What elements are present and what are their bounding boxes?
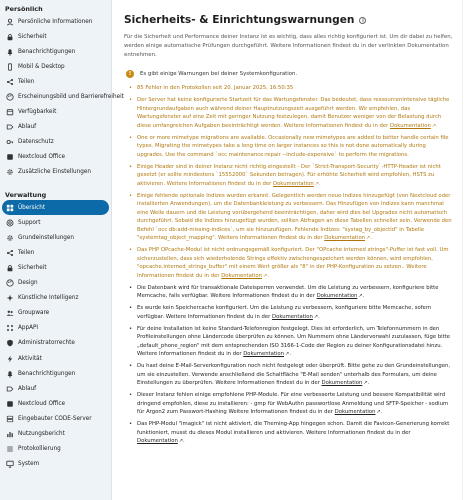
documentation-link[interactable]: Dokumentation xyxy=(272,313,313,320)
sidebar-item-system[interactable] xyxy=(2,457,109,472)
sidebar-section-personal-title: Persönlich xyxy=(5,5,43,13)
warning-item: • Einige fehlende optionale Indizes wurden erkannt. Gelegentlich werden neue Indizes hinzugefügt (von Nextcloud oder installierten Anwendungen), um die Datenbankleistung zu verbessern. Das Hinzufügen von Indizes kann manchmal eine Weile dauern und die Leistung vorübergehend beeinträchtigen, daher wird dies bei Upgrades nicht automatisch durchgeführt. Sobald die Indizes hinzugefügt wurden, sollten Abfragen an diese Tabellen schneller sein. Verwende den Befehl `occ db:add-missing-indices`, um sie hinzuzufügen. Fehlende Indizes: "systag_by_objectid" in Tabelle "systemtag_object_mapping". Weitere Informationen findest du in der Dokumentation↗. xyxy=(124,192,454,243)
office-icon xyxy=(6,400,14,408)
external-link-icon: ↗ xyxy=(431,122,437,129)
warning-icon: ! xyxy=(126,70,134,78)
sidebar-item-administratorrechte[interactable] xyxy=(2,336,109,351)
sidebar-item-aktivitaet[interactable] xyxy=(2,351,109,366)
sidebar-item-label: Mobil & Desktop xyxy=(18,63,65,70)
external-link-icon: ↗ xyxy=(376,409,381,415)
warning-item xyxy=(124,84,454,93)
share-icon xyxy=(6,78,14,86)
sidebar-item-label: Übersicht xyxy=(18,204,46,211)
page-title-text: Sicherheits- & Einrichtungswarnungen xyxy=(124,14,355,26)
sidebar-item-label: Teilen xyxy=(18,78,35,85)
users-icon xyxy=(6,309,14,317)
sidebar-item-nextcloud-office[interactable] xyxy=(2,396,109,411)
issue-text: Für deine Installation ist keine Standard-Telefonregion festgelegt. Dies ist erforderlich, um Telefonnummern in den Profileinstellungen ohne Ländercode überprüfen zu können. Um Nummern ohne Ländervorwahl zuzulassen, füge bitte „default_phone_region" mit dem entsprechenden ISO 3166-1-Code der Region zu deiner Konfigurationsdatei hinzu. Weitere Informationen findest du in der xyxy=(137,325,451,357)
external-link-icon: ↗ xyxy=(314,180,319,187)
sidebar-item-kuenstliche-intelligenz[interactable] xyxy=(2,291,109,306)
sidebar-item-datenschutz[interactable] xyxy=(2,135,109,150)
warning-item: • Das PHP OPcache-Modul ist nicht ordnungsgemäß konfiguriert. Der "OPcache interned strings"-Puffer ist fast voll. Um sicherzustellen, dass sich wiederholende Strings effektiv zwischengespeichert werden können, wird empfohlen, "opcache.interned_strings_buffer" mit einem Wert größer als "8" in der PHP-Konfiguration zu setzen.. Weitere Informationen findest du in der Dokumentation↗. xyxy=(124,246,454,280)
external-link-icon: ↗ xyxy=(313,313,319,320)
issue-text: 85 Fehler in den Protokollen seit 20. Januar 2025, 16:50:35 xyxy=(137,85,294,91)
info-item: • Das PHP-Modul "imagick" ist nicht aktiviert, die Theming-App hingegen schon. Damit die Favicon-Generierung korrekt funktioniert, musst du dieses Modul installieren und aktivieren. Weitere Informationen findest du in der Dokumentation↗. xyxy=(124,420,454,446)
info-item: • Die Datenbank wird für transaktionale Dateisperren verwendet. Um die Leistung zu verbessern, konfiguriere bitte Memcache, falls verfügbar. Weitere Informationen findest du in der Dokumentation↗. xyxy=(124,284,454,301)
external-link-icon: ↗ xyxy=(263,272,268,279)
server-icon xyxy=(6,415,14,423)
sidebar-item-label: Persönliche Informationen xyxy=(18,18,93,25)
sidebar-item-erscheinungsbild-und-barrierefreiheit[interactable] xyxy=(2,89,124,104)
documentation-link[interactable]: Dokumentation xyxy=(324,235,366,241)
main-content xyxy=(112,0,464,500)
warning-item: • Der Server hat keine konfigurierte Startzeit für das Wartungsfenster. Das bedeutet, dass ressourcenintensive tägliche Hintergrundaufgaben auch während deiner Hauptnutzungszeit ausgeführt werden. Wir empfehlen, das Wartungsfenster auf eine Zeit mit geringer Nutzung festzulegen, damit Benutzer weniger von der Belastung durch diese umfangreichen Aufgaben beeinträchtigt werden. Weitere Informationen findest du in der Dokumentation↗. xyxy=(124,96,454,130)
sidebar-item-label: Nutzungsbericht xyxy=(18,430,65,437)
sidebar-item-label: Ablauf xyxy=(18,385,37,392)
documentation-link[interactable]: Dokumentation xyxy=(321,380,363,386)
sidebar-item-label: Zusätzliche Einstellungen xyxy=(18,169,91,176)
issue-text: Dieser Instanz fehlen einige empfohlene PHP-Module. Für eine verbesserte Leistung und bessere Kompatibilität wird dringend empfohlen, diese zu installieren: - gmp für WebAuthn passwortlose Anmeldung und SFTP-Speicher - sodium für Argon2 zum Passwort-Hashing Weitere Informationen findest du in der xyxy=(137,392,449,415)
sidebar-item-zusaetzliche-einstellungen[interactable] xyxy=(2,165,109,180)
chart-icon xyxy=(6,430,14,438)
user-icon xyxy=(6,18,14,26)
sidebar-item-ablauf[interactable] xyxy=(2,120,109,135)
sidebar-item-label: System xyxy=(18,461,40,468)
sidebar-item-groupware[interactable] xyxy=(2,306,109,321)
sparkle-icon xyxy=(6,294,14,302)
sidebar-item-label: Grundeinstellungen xyxy=(18,234,75,241)
issue-text: One or more mimetype migrations are available. Occasionally new mimetypes are added to better handle certain file types. Migrating the mimetypes take a long time on larger instances so this is not done automatically during upgrades. Use the command `occ maintenance:repair --include-expensive` to perform the migrations. xyxy=(137,134,449,158)
issue-text: Das PHP OPcache-Modul ist nicht ordnungsgemäß konfiguriert. Der "OPcache interned strings"-Puffer ist fast voll. Um sicherzustellen, dass sich wiederholende Strings effektiv zwischengespeichert werden können, wird empfohlen, "opcache.interned_strings_buffer" mit einem Wert größer als "8" in der PHP-Konfiguration zu setzen.. Weitere Informationen findest du in der xyxy=(137,247,449,279)
sidebar-item-eingebauter-code-server[interactable] xyxy=(2,411,109,426)
info-item: • Dieser Instanz fehlen einige empfohlene PHP-Module. Für eine verbesserte Leistung und bessere Kompatibilität wird dringend empfohlen, diese zu installieren: - gmp für WebAuthn passwortlose Anmeldung und SFTP-Speicher - sodium für Argon2 zum Passwort-Hashing Weitere Informationen findest du in der Dokumentation↗. xyxy=(124,391,454,417)
sidebar-item-label: Protokollierung xyxy=(18,446,61,453)
documentation-link[interactable]: Dokumentation xyxy=(389,122,431,129)
documentation-link[interactable]: Dokumentation xyxy=(316,293,358,299)
shield-icon xyxy=(6,339,14,347)
warning-summary-text: Es gibt einige Warnungen bei deiner Systemkonfiguration. xyxy=(140,71,298,77)
sidebar-item-design[interactable] xyxy=(2,276,109,291)
issue-text: Es wurde kein Speichercache konfiguriert. Um die Leistung zu verbessern, konfiguriere bitte Memcache, sofern verfügbar. Weitere Informationen findest du in der xyxy=(137,305,432,320)
sidebar-item-sicherheit[interactable] xyxy=(2,29,109,44)
sidebar-item-label: Verfügbarkeit xyxy=(18,109,57,116)
office-icon xyxy=(6,153,14,161)
issue-text: Du hast deine E-Mail-Serverkonfiguration noch nicht festgelegt oder überprüft. Bitte gehe zu den Grundeinstellungen, um sie einzustellen. Verwende anschließend die Schaltfläche "E-Mail senden" unterhalb des Formulars, um deine Einstellungen zu überprüfen. Weitere Informationen findest du in der xyxy=(137,363,451,386)
sidebar-section-admin-title: Verwaltung xyxy=(5,191,47,200)
sidebar-item-label: Erscheinungsbild und Barrierefreiheit xyxy=(18,94,124,101)
gear-icon xyxy=(6,234,14,242)
sidebar-item-verfuegbarkeit[interactable] xyxy=(2,105,109,120)
phone-icon xyxy=(6,63,14,71)
documentation-link[interactable]: Dokumentation xyxy=(243,351,285,357)
page-title xyxy=(124,14,454,26)
sidebar-item-appapi[interactable] xyxy=(2,321,109,336)
intro-text: Für die Sicherheit und Performance deiner Instanz ist es wichtig, dass alles richtig konfiguriert ist. Um dir dabei zu helfen, werden einige automatische Prüfungen durchgeführt. Weitere Informationen findest du in der verlinkten Dokumentation entnehmen. xyxy=(124,34,453,58)
sidebar-item-nextcloud-office[interactable] xyxy=(2,150,109,165)
flow-icon xyxy=(6,385,14,393)
sidebar-item-label: Nextcloud Office xyxy=(18,400,66,407)
sidebar-item-label: Sicherheit xyxy=(18,264,47,271)
sidebar-item-sicherheit[interactable] xyxy=(2,260,109,275)
sidebar-item-teilen[interactable] xyxy=(2,74,109,89)
sidebar-item-label: Administratorrechte xyxy=(18,340,75,347)
lifebuoy-icon xyxy=(6,219,14,227)
monitor-icon xyxy=(6,460,14,468)
documentation-link[interactable]: Dokumentation xyxy=(221,272,263,279)
scrollbar[interactable] xyxy=(462,0,463,500)
sidebar-item-persoenliche-informationen[interactable] xyxy=(2,14,109,29)
sidebar-item-benachrichtigungen[interactable] xyxy=(2,44,109,59)
sidebar-item-mobil-desktop[interactable] xyxy=(2,59,109,74)
issue-text: Die Datenbank wird für transaktionale Dateisperren verwendet. Um die Leistung zu verbessern, konfiguriere bitte Memcache, falls verfügbar. Weitere Informationen findest du in der xyxy=(137,284,439,299)
external-link-icon: ↗ xyxy=(363,380,368,386)
flow-icon xyxy=(6,123,14,131)
palette-icon xyxy=(6,93,14,101)
sidebar-item-label: Aktivität xyxy=(18,355,42,362)
issue-text: Einige Header sind in deiner Instanz nicht richtig eingestellt - Der `Strict-Transport-Security`-HTTP-Header ist nicht gesetzt (er sollte mindestens `15552000` Sekunden betragen). Für erhöhte Sicherheit wird empfohlen, HSTS zu aktivieren. Weitere Informationen findest du in der xyxy=(137,163,441,187)
sidebar-item-ablauf[interactable] xyxy=(2,381,109,396)
sidebar-item-label: Sicherheit xyxy=(18,33,47,40)
lock-icon xyxy=(6,33,14,41)
warning-item: • Einige Header sind in deiner Instanz nicht richtig eingestellt - Der `Strict-Transport-Security`-HTTP-Header ist nicht gesetzt (er sollte mindestens `15552000` Sekunden betragen). Für erhöhte Sicherheit wird empfohlen, HSTS zu aktivieren. Weitere Informationen findest du in der Dokumentation↗. xyxy=(124,163,454,189)
lock-icon xyxy=(6,264,14,272)
issue-list xyxy=(124,84,454,446)
external-link-icon: ↗ xyxy=(178,438,184,444)
sidebar-item-support[interactable] xyxy=(2,215,109,230)
palette-icon xyxy=(6,279,14,287)
sidebar-item-label: Datenschutz xyxy=(18,139,54,146)
sidebar-item-label: Nextcloud Office xyxy=(18,154,66,161)
sidebar-item-uebersicht[interactable] xyxy=(2,200,109,215)
issue-text: Einige fehlende optionale Indizes wurden erkannt. Gelegentlich werden neue Indizes hinzugefügt (von Nextcloud oder installierten Anwendungen), um die Datenbankleistung zu verbessern. Das Hinzufügen von Indizes kann manchmal eine Weile dauern und die Leistung vorübergehend beeinträchtigen, daher wird dies bei Upgrades nicht automatisch durchgeführt. Sobald die Indizes hinzugefügt wurden, sollten Abfragen an diese Tabellen schneller sein. Verwende den Befehl `occ db:add-missing-indices`, um sie hinzuzufügen. Fehlende Indizes: "systag_by_objectid" in Tabelle "systemtag_object_mapping". Weitere Informationen findest du in der xyxy=(137,192,452,241)
sidebar-item-label: Groupware xyxy=(18,310,50,317)
sidebar-item-grundeinstellungen[interactable] xyxy=(2,230,109,245)
key-icon xyxy=(6,138,14,146)
lightning-icon xyxy=(6,355,14,363)
sidebar-item-label: Künstliche Intelligenz xyxy=(18,295,79,302)
sidebar-item-label: Teilen xyxy=(18,249,35,256)
warning-summary xyxy=(124,68,454,80)
info-item: • Du hast deine E-Mail-Serverkonfiguration noch nicht festgelegt oder überprüft. Bitte gehe zu den Grundeinstellungen, um sie einzustellen. Verwende anschließend die Schaltfläche "E-Mail senden" unterhalb des Formulars, um deine Einstellungen zu überprüfen. Weitere Informationen findest du in der Dokumentation↗. xyxy=(124,362,454,388)
sidebar-item-teilen[interactable] xyxy=(2,245,109,260)
gear-icon xyxy=(6,168,14,176)
documentation-link[interactable]: Dokumentation xyxy=(272,180,314,187)
sidebar-item-label: Benachrichtigungen xyxy=(18,48,76,55)
apps-icon xyxy=(6,324,14,332)
info-icon[interactable]: i xyxy=(359,17,366,24)
bell-icon xyxy=(6,48,14,56)
grid-icon xyxy=(6,204,14,212)
info-item: • Es wurde kein Speichercache konfiguriert. Um die Leistung zu verbessern, konfiguriere bitte Memcache, sofern verfügbar. Weitere Informationen findest du in der Dokumentation↗. xyxy=(124,304,454,321)
sidebar-item-label: Benachrichtigungen xyxy=(18,370,76,377)
share-icon xyxy=(6,249,14,257)
list-icon xyxy=(6,445,14,453)
documentation-link[interactable]: Dokumentation xyxy=(137,438,178,444)
bell-icon xyxy=(6,370,14,378)
sidebar-item-label: Ablauf xyxy=(18,124,37,131)
settings-sidebar xyxy=(0,0,124,500)
issue-text: Das PHP-Modul "imagick" ist nicht aktiviert, die Theming-App hingegen schon. Damit die Favicon-Generierung korrekt funktioniert, musst du dieses Modul installieren und aktivieren. Weitere Informationen findest du in der xyxy=(137,421,450,436)
warning-item xyxy=(124,134,454,160)
sidebar-item-label: AppAPI xyxy=(18,325,39,332)
external-link-icon: ↗ xyxy=(358,293,363,299)
sidebar-item-benachrichtigungen[interactable] xyxy=(2,366,109,381)
sidebar-item-protokollierung[interactable] xyxy=(2,442,109,457)
sidebar-item-label: Design xyxy=(18,280,38,287)
calendar-icon xyxy=(6,108,14,116)
external-link-icon: ↗ xyxy=(285,351,290,357)
sidebar-item-label: Support xyxy=(18,219,41,226)
sidebar-admin-list xyxy=(0,200,111,472)
info-item: • Für deine Installation ist keine Standard-Telefonregion festgelegt. Dies ist erforderlich, um Telefonnummern in den Profileinstellungen ohne Ländercode überprüfen zu können. Um Nummern ohne Ländervorwahl zuzulassen, füge bitte „default_phone_region" mit dem entsprechenden ISO 3166-1-Code der Region zu deiner Konfigurationsdatei hinzu. Weitere Informationen findest du in der Dokumentation↗. xyxy=(124,325,454,359)
external-link-icon: ↗ xyxy=(366,235,371,241)
sidebar-item-label: Eingebauter CODE-Server xyxy=(18,415,92,422)
sidebar-item-nutzungsbericht[interactable] xyxy=(2,426,109,441)
sidebar-personal-list xyxy=(0,14,124,180)
issue-text: Der Server hat keine konfigurierte Startzeit für das Wartungsfenster. Das bedeutet, dass ressourcenintensive tägliche Hintergrundaufgaben auch während deiner Hauptnutzungszeit ausgeführt werden. Wir empfehlen, das Wartungsfenster auf eine Zeit mit geringer Nutzung festzulegen, damit Benutzer weniger von der Belastung durch diese umfangreichen Aufgaben beeinträchtigt werden. Weitere Informationen findest du in der xyxy=(137,97,450,129)
documentation-link[interactable]: Dokumentation xyxy=(334,409,376,415)
